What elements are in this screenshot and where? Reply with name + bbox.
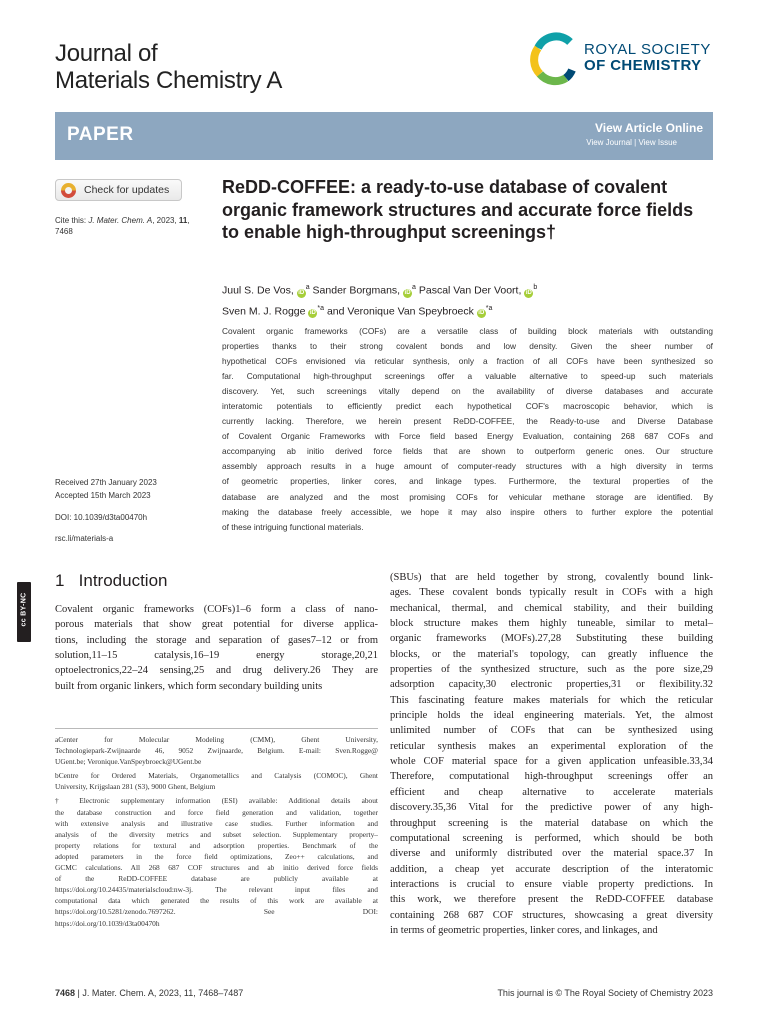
footnote-esi-line: https://doi.org/10.5281/zenodo.7697262. See DOI:: [55, 907, 378, 917]
orcid-icon[interactable]: iD: [478, 310, 485, 316]
cite-volume: 11: [178, 216, 188, 225]
footnote-esi-line: https://doi.org/10.1039/d3ta00470h: [55, 918, 160, 928]
page-footer-left: [55, 988, 243, 998]
orcid-icon[interactable]: iD: [298, 289, 305, 296]
view-article-online-link[interactable]: View Article Online: [594, 121, 703, 135]
footer-citation: J. Mater. Chem. A, 2023, 11, 7468–7487: [82, 988, 244, 998]
section-title: Introduction: [78, 571, 168, 590]
footnote-esi-line: with extensive analysis and illustrative case studies. Further information and: [55, 818, 378, 828]
author-affiliation: *a: [317, 304, 325, 312]
footnote-esi-line: computational data which generated the results of this work are available at: [55, 896, 378, 906]
author-name: Veronique Van Speybroeck: [347, 305, 474, 317]
journal-title-line1: Journal of: [55, 40, 158, 67]
journal-title: [55, 40, 282, 94]
footnote-affiliation-line: Technologiepark-Zwijnaarde 46, 9052 Zwijnaarde, Belgium. E-mail: Sven.Rogge@: [55, 746, 378, 756]
crossmark-icon: [61, 183, 76, 198]
accepted-date: Accepted 15th March 2023: [55, 491, 151, 500]
author-name: Sander Borgmans,: [312, 284, 401, 297]
rsc-wordmark-line1: ROYAL SOCIETY: [584, 41, 711, 58]
body-text-line: organic frameworks (MOFs).27,28 Substituting these building: [390, 633, 713, 645]
link-separator: |: [631, 138, 639, 147]
author-affiliation: a: [412, 284, 416, 291]
body-text-line: addition, a cheap yet accurate description of the interatomic: [390, 863, 713, 875]
abstract-line: accompanying ab initio derived force fields that are shown to outperform generic ones. Our structure: [222, 446, 713, 457]
footnote-esi-line: the database construction and force field generation and validation, together: [55, 807, 378, 817]
body-text-line: ages. These covalent bonds typically result in COFs with a high: [390, 587, 713, 599]
author-conjunction: and: [326, 305, 345, 317]
abstract-line: interatomic potentials to efficiently predict each hypothetical COF's macroscopic behavior, which is: [222, 401, 713, 412]
body-text-line: mechanical, thermal, and chemical stability, and their building: [390, 602, 713, 614]
body-text-line: reticular synthesis makes an experimental exploration of the: [390, 740, 713, 752]
rsc-logo[interactable]: [530, 30, 715, 90]
body-text-line: discovery.35,36 Vital for the predictive power of any high-: [390, 802, 713, 814]
author-affiliation: *a: [485, 304, 493, 312]
abstract-line: of geometric properties, linker cores, and linkage types. Furthermore, the textural properties of the: [222, 476, 713, 487]
cite-pages: 7468: [55, 226, 73, 236]
footnotes: [55, 734, 378, 929]
body-text-line: block structure makes them highly tuneable, similar to metal–: [390, 618, 713, 630]
abstract-line: hypothetical COFs envisioned via reticular synthesis, only a fraction of all COFs have been synthesized so: [222, 356, 713, 367]
footnote-divider: [55, 728, 378, 729]
cc-license-label: cc BY-NC: [20, 592, 28, 627]
cite-year: , 2023,: [152, 216, 179, 225]
body-text-line: efficient and cheap alternative to accelerate materials: [390, 786, 713, 798]
journal-title-line2: Materials Chemistry A: [55, 67, 283, 94]
footnote-affiliation-line: aCenter for Molecular Modeling (CMM), Ghent University,: [55, 735, 378, 744]
footnote-affiliation-line: University, Krijgslaan 281 (S3), 9000 Ghent, Belgium: [55, 782, 216, 792]
abstract-line: currently lacking. Therefore, we herein present ReDD-COFFEE, the Ready-to-use and Diverse Database: [222, 416, 713, 427]
abstract-line: discovery. Yet, such screenings vitally depend on the availability of diverse databases and accurate: [222, 386, 713, 397]
abstract-line: making the database freely accessible, we hope it may also inspire others to further explore the potential: [222, 506, 713, 517]
view-journal-link[interactable]: View Journal: [586, 138, 632, 147]
footnote-esi-line: property relations for textural and adsorption properties. Benchmark of the: [55, 840, 378, 850]
body-text-line: this work, we therefore present the ReDD-COFFEE database: [390, 894, 713, 906]
page-number: 7468: [55, 988, 76, 998]
abstract-line: of Covalent Organic Frameworks with Force field based Energy Evaluation, containing 268 687 COFs and: [222, 431, 713, 442]
body-text-line: blocks, or the material's topology, can greatly influence the: [390, 648, 713, 660]
body-column-left: [55, 602, 378, 694]
view-links: [586, 138, 677, 147]
footnote-esi-line: analysis of the diversity metrics and subset selection. Supplementary property–: [55, 829, 378, 839]
check-for-updates-label: Check for updates: [84, 184, 170, 196]
body-text-line: porous materials that show great potential for diverse applica-: [55, 619, 378, 631]
rsc-wordmark: [584, 42, 711, 74]
body-text-line: (SBUs) that are held together by strong, covalently bound link-: [390, 572, 713, 583]
body-text-line: throughput screening is the material database on which the: [390, 817, 713, 829]
author-name: Sven M. J. Rogge: [222, 305, 306, 317]
received-date: Received 27th January 2023: [55, 478, 157, 487]
author-affiliation: b: [533, 284, 538, 291]
footnote-esi-line: of the ReDD-COFFEE database are publicly available at: [55, 874, 378, 884]
footnote-affiliation-line: bCentre for Ordered Materials, Organometallics and Catalysis (COMOC), Ghent: [55, 771, 378, 781]
rsc-emblem-icon: [530, 30, 578, 90]
body-text-line: This fascinating feature makes materials for which the reticular: [390, 694, 713, 706]
cite-this: [55, 216, 215, 237]
article-type-label: PAPER: [67, 124, 134, 145]
orcid-icon[interactable]: iD: [309, 310, 316, 316]
body-text-line: solution,11–15 catalysis,16–19 energy storage,20,21: [55, 650, 378, 662]
paper-banner: [55, 112, 713, 160]
body-text-line: built from organic linkers, which form secondary building units: [55, 680, 323, 692]
body-text-line: whole COF material space for a given application unfeasible.33,34: [390, 756, 713, 768]
abstract-line: far. Computational high-throughput screenings offer a valuable alternative to speed-up such materials: [222, 371, 713, 382]
footnote-esi-line: GCMC calculations. All 268 687 COF structures and ab initio derived force fields: [55, 863, 378, 873]
cite-prefix: Cite this:: [55, 216, 89, 225]
footnote-affiliation-line: UGent.be; Veronique.VanSpeybroeck@UGent.be: [55, 757, 202, 767]
body-text-line: in terms of geometric properties, linker cores, and linkages, and: [390, 924, 658, 936]
footnote-esi-line: adopted parameters in the force field optimizations, Zeo++ calculations, and: [55, 851, 378, 861]
abstract-line: assembly approach results in a huge amount of computer-ready structures with a high diversity in terms: [222, 461, 713, 472]
rsc-wordmark-line2: OF CHEMISTRY: [584, 57, 702, 74]
cite-sep: ,: [187, 216, 190, 225]
page-footer-right: This journal is © The Royal Society of Chemistry 2023: [497, 988, 713, 998]
abstract: [222, 324, 713, 535]
orcid-icon[interactable]: iD: [525, 289, 532, 296]
section-heading: [55, 571, 167, 591]
abstract-line: database are analyzed and the most promising COFs for vehicular methane storage are identified. By: [222, 491, 713, 502]
cite-journal: J. Mater. Chem. A: [88, 216, 153, 225]
body-text-line: containing 268 687 COF structures, showcasing a great diversity: [390, 909, 713, 921]
abstract-line: Covalent organic frameworks (COFs) are a versatile class of building block materials with outstanding: [222, 326, 713, 336]
abstract-line: of these intriguing functional materials.: [222, 521, 364, 532]
body-text-line: interactions is crucial to ensure viable property predictions. In: [390, 878, 713, 890]
author-list: [222, 279, 713, 320]
body-text-line: properties of the synthesized structure, such as the pore size,29: [390, 664, 713, 676]
body-text-line: Covalent organic frameworks (COFs)1–6 form a class of nano-: [55, 604, 378, 615]
body-text-line: unlimited number of COFs that can be synthesized using: [390, 725, 713, 737]
body-text-line: diverse and uniformly distributed over the material space.37 In: [390, 848, 713, 860]
abstract-line: properties thanks to their strong covalent bonds and low density. Given the sheer number of: [222, 341, 713, 352]
section-number: 1: [55, 571, 65, 590]
footnote-esi-line: https://doi.org/10.24435/materialscloud:nw-3j. The relevant input files and: [55, 885, 378, 895]
journal-link[interactable]: rsc.li/materials-a: [55, 534, 114, 543]
footnote-esi-line: † Electronic supplementary information (ESI) available: Additional details about: [55, 796, 378, 806]
doi[interactable]: DOI: 10.1039/d3ta00470h: [55, 513, 148, 522]
body-text-line: adsorption capacity,30 electronic properties,31 or flexibility.32: [390, 679, 713, 691]
body-column-right: [390, 570, 713, 938]
author-name: Pascal Van Der Voort,: [418, 284, 522, 297]
view-issue-link[interactable]: View Issue: [638, 138, 677, 147]
body-text-line: principle holds the ideal engineering materials. Yet, the almost: [390, 710, 713, 722]
footer-separator: |: [75, 988, 83, 998]
body-text-line: computational screening is performed, which should be both: [390, 832, 713, 844]
body-text-line: Therefore, computational high-throughput screenings offer an: [390, 771, 713, 783]
body-text-line: optoelectronics,22–24 sensing,25 and drug delivery.26 They are: [55, 665, 378, 677]
body-text-line: tions, including the storage and separation of gases7–12 or from: [55, 634, 378, 646]
article-title: ReDD-COFFEE: a ready-to-use database of covalent organic framework structures and accurate force fields to enable high-throughput screenings†: [222, 177, 694, 242]
author-affiliation: a: [305, 284, 310, 291]
cc-license-badge[interactable]: [17, 582, 31, 642]
author-name: Juul S. De Vos,: [222, 284, 294, 297]
check-for-updates-button[interactable]: [55, 179, 182, 201]
orcid-icon[interactable]: iD: [404, 289, 411, 296]
